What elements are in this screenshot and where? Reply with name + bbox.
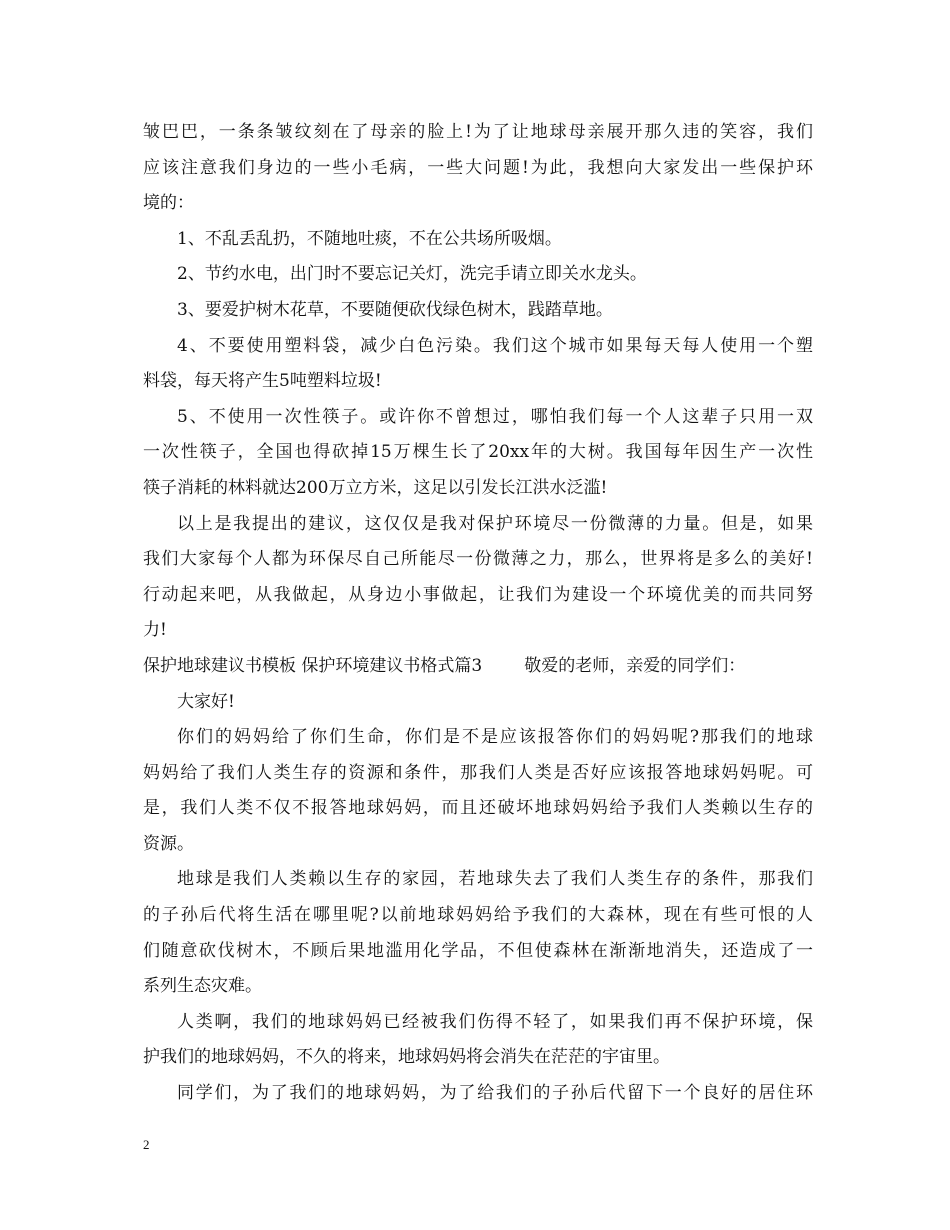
text-line: 皱巴巴，一条条皱纹刻在了母亲的脸上!为了让地球母亲展开那久违的笑容，我们 (143, 122, 813, 142)
list-item: 4、不要使用塑料袋，减少白色污染。我们这个城市如果每天每人使用一个塑 (177, 335, 813, 356)
text-line: 护我们的地球妈妈，不久的将来，地球妈妈将会消失在茫茫的宇宙里。 (143, 1047, 670, 1068)
list-item: 2、节约水电，出门时不要忘记关灯，洗完手请立即关水龙头。 (177, 264, 647, 285)
list-item: 3、要爱护树木花草，不要随便砍伐绿色树木，践踏草地。 (177, 299, 613, 320)
paragraph-line: 以上是我提出的建议，这仅仅是我对保护环境尽一份微薄的力量。但是，如果 (177, 513, 813, 534)
paragraph-line: 你们的妈妈给了你们生命，你们是不是应该报答你们的妈妈呢?那我们的地球 (177, 727, 813, 748)
text-line: 力! (143, 620, 167, 641)
paragraph-line: 地球是我们人类赖以生存的家园，若地球失去了我们人类生存的条件，那我们 (177, 869, 813, 890)
paragraph-line: 人类啊，我们的地球妈妈已经被我们伤得不轻了，如果我们再不保护环境，保 (177, 1011, 813, 1032)
document-body (143, 115, 813, 1112)
text-line: 境的： (143, 193, 194, 214)
text-line: 筷子消耗的林料就达200万立方米，这足以引发长江洪水泛滥! (143, 477, 608, 498)
text-line: 应该注意我们身边的一些小毛病，一些大问题!为此，我想向大家发出一些保护环 (143, 157, 813, 178)
text-line: 行动起来吧，从我做起，从身边小事做起，让我们为建设一个环境优美的而共同努 (143, 584, 813, 605)
text-line: 的子孙后代将生活在哪里呢?以前地球妈妈给予我们的大森林，现在有些可恨的人 (143, 905, 813, 926)
text-line: 一次性筷子，全国也得砍掉15万棵生长了20xx年的大树。我国每年因生产一次性 (143, 442, 813, 463)
text-line: 妈妈给了我们人类生存的资源和条件，那我们人类是否好应该报答地球妈妈呢。可 (143, 762, 813, 783)
paragraph-line: 同学们，为了我们的地球妈妈，为了给我们的子孙后代留下一个良好的居住环 (177, 1083, 813, 1104)
greeting: 大家好! (177, 691, 235, 712)
text-line: 资源。 (143, 833, 194, 854)
text-line: 是，我们人类不仅不报答地球妈妈，而且还破坏地球妈妈给予我们人类赖以生存的 (143, 798, 813, 819)
section-heading-line (143, 649, 813, 685)
salutation: 敬爱的老师，亲爱的同学们： (524, 655, 746, 676)
section-title: 保护地球建议书模板 保护环境建议书格式篇3 (143, 655, 483, 676)
page-number: 2 (143, 1137, 150, 1152)
text-line: 系列生态灾难。 (143, 976, 262, 997)
text-line: 我们大家每个人都为环保尽自己所能尽一份微薄之力，那么，世界将是多么的美好! (143, 549, 813, 570)
list-item: 5、不使用一次性筷子。或许你不曾想过，哪怕我们每一个人这辈子只用一双 (177, 406, 813, 427)
text-line: 料袋，每天将产生5吨塑料垃圾! (143, 371, 382, 392)
text-line: 们随意砍伐树木，不顾后果地滥用化学品，不但使森林在渐渐地消失，还造成了一 (143, 940, 813, 961)
list-item: 1、不乱丢乱扔，不随地吐痰，不在公共场所吸烟。 (177, 228, 562, 249)
